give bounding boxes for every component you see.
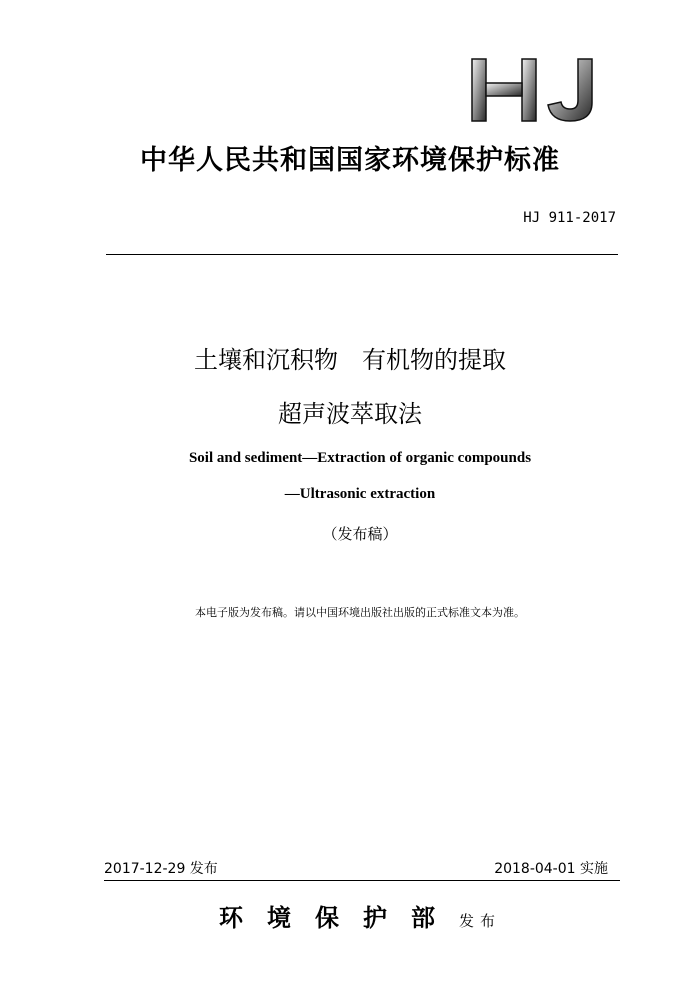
title-line-1: 土壤和沉积物 有机物的提取 xyxy=(194,346,506,374)
footer-divider xyxy=(104,880,620,881)
publisher-suffix: 发布 xyxy=(458,912,501,930)
org-title: 中华人民共和国国家环境保护标准 xyxy=(140,145,560,176)
hj-logo xyxy=(466,56,606,126)
english-title-line-1: Soil and sediment—Extraction of organic compounds xyxy=(188,450,532,466)
title-line-2: 超声波萃取法 xyxy=(278,400,422,428)
header-divider xyxy=(106,254,618,255)
implementation-date: 2018-04-01 实施 xyxy=(494,861,608,877)
english-title-line-2: —Ultrasonic extraction xyxy=(284,486,436,502)
standard-number: HJ 911-2017 xyxy=(523,210,616,226)
publisher xyxy=(0,898,700,933)
edition-notice: 本电子版为发布稿。请以中国环境出版社出版的正式标准文本为准。 xyxy=(195,606,525,619)
publisher-name: 环境保护部 xyxy=(218,903,459,932)
draft-label: （发布稿） xyxy=(322,525,398,543)
issue-date: 2017-12-29 发布 xyxy=(104,861,218,877)
